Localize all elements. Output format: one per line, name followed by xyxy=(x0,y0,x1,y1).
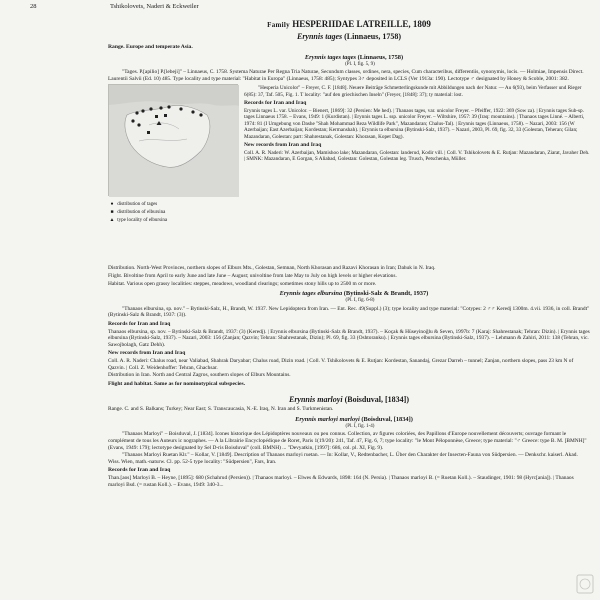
square-icon: ■ xyxy=(110,209,114,215)
plate-reference-marloyi: (Pl. I, fig. 1-4) xyxy=(345,423,375,429)
records-heading: Records for Iran and Iraq xyxy=(244,100,307,107)
main-text xyxy=(108,14,590,489)
family-heading xyxy=(108,19,590,31)
distribution-tages: Distribution. North-West Provinces, northern slopes of Elburs Mts., Golestan, Semnan, North Khorasan and Razavi Khorasan in Iran; Dahuk in N. Iraq. xyxy=(108,265,436,272)
records-elbursina: Thanaos elbursina, sp. nov. – Bytinski-Salz & Brandt, 1937: (3) (Keredj). | Erynnis elbursina (Bytinski-Salz & Brandt, 1937). – Koçak & Hüseyinoğlu & Seven, 1997b: 7 (Karaj: Shahrestanak; Tehran: Dizin). | Erynnis tages elbursina (Bytinski-Salz, 1937). – Nazari, 2003: 156 (Zanjan; Qazvin; Tehran: Shahrestanak, Dizin); Pl. 69, fig. 33 (Oshtoranku). | Erynnis tages elbursina (Bytinski-Salz, 1937). – Lehmann & Zahiri, 2011: 138 (Tehran, vic. Sawojbolagh, Gatz Dehh). xyxy=(108,328,590,348)
subspecies-heading-marloyi: Erynnis marloyi marloyi (Boisduval, [1834]) xyxy=(295,415,413,423)
map-side-text xyxy=(244,84,590,164)
legend-item-tages: ● distribution of tages xyxy=(108,202,248,209)
records-heading-elbursina: Records for Iran and Iraq xyxy=(108,320,171,327)
records-marloyi: Than.[aos] Marloyi B. – Heyne, [1895]: 680 (Schahrud (Persien)). | Thanaos marloyi. – Elwes & Edwards, 1898: 164 (N. Persia). | Thanaos marloyi B. (= Ruetan Koll.). – Staudinger, 1901: 98 (Hyrc[ania]). | Thanaos marloyi Bsd. (= rustan Koll.). – Evans, 1949: 340-3... xyxy=(108,475,574,488)
records-text: Erynnis tages L. var. Unicolor. – Bienert, [1869]: 32 (Persien: Me hed). | Thanaos tages, var. unicolor Freyer. – Pfeiffer, 1922: 369 (Sow za). | Erynnis tages Sub-sp. tages Linnaeus 1758. – Evans, 1949: 1 (Kurdistan). | Erynnis tages L. ssp. unicolor Freyer. – Wiltshire, 1957: 39 (Iraq: mountains). | Thanaos tages Linné. – Alberti, 1974: 81 (I Umgebung von Dashe "Shah Mohammad Reza Wildlife Park", Mazandaran; Chalus-Tal). | Erynnis tages (Linnaeus, 1758). – Nazari, 2003: 156 (W Azerbaijan; East Azerbaijan; Kordestan; Kermanshah). | Erynnis ta elbursina (Bytinski-Salz, 1937). – Nazari, 2003, Pl. 69, fig. 32, 33 (Golestan, Teheran; Gilan; Mazandaran, Golestan: part: Shahrestanak, Golestan: Khorasan, Kopet Dag). xyxy=(244,107,585,140)
subspecies-author: (Linnaeus, 1758) xyxy=(357,53,404,61)
synonymy-elbursina: "Thanaos elbursina, sp. nov." – Bytinski-Salz, H., Brandt, W. 1937. New Lepidoptera from Iran. — Ent. Rec. 49(Suppl.) (3); type locality and type material: "Cotypes: 2 ♂♂ Keredj 1300m. 4.vii. 1936, in coll. Brandt" (Bytinski-Salz & Brandt, 1937: (3)). xyxy=(108,305,590,319)
flight-elbursina: Flight and habitat. Same as for nominotypical subspecies. xyxy=(108,380,246,387)
circle-icon: ● xyxy=(110,202,114,208)
subspecies-name: Erynnis tages tages xyxy=(304,53,357,61)
new-records-text: Coll. A. R. Naderi: W. Azerbaijan, Mamishoo lake; Mazandaran, Golestan: landerud, Kodir vill. | Coll. V. Tshikolovets & E. Rutjan: Mazandaran, Ziarat, Javaher Deh. | SMNK: Mazandaran, E Gorgan, S Aliabad, Golestan: Golestan, Golestan leg. Trusch, Petschenka, Müller. xyxy=(244,149,590,163)
plate-reference-elbursina: (Pl. I, fig. 6-8) xyxy=(345,298,375,304)
subspecies-heading-tages-tages xyxy=(118,54,590,62)
map-legend xyxy=(108,202,248,225)
synonymy-ruetan: "Thanaos Marloyi Ruetan Klr." – Kollar, V. [1849]. Description of Thanaos marloyi ruetan. — In: Kollar, V., Redtenbacher, L. Über den Charakter der Insecten-Fauna von Südpersien. — Denkschr. kaiserl. Akad. Wiss. Wien, math.-naturw. Cl. pp. 52-5 type locality: "Südpersien", Fars, Iran. xyxy=(108,452,578,465)
synonymy-paragraph: "Tages. P.[apilio] P.[lebeji]" – Linnaeus, C. 1758. Systema Naturae Per Regna Tria Naturae, Secundum classes, ordines, nera, species, Cum characteribus, differentiis, synonymis, locis. — Holmiae, Impensis Direct. Laurentii Salvii (Ed. 10) 485. Type locality and type material: "Habitat in Europa" (Linnaeus, 1758: 485); Syntypes 3♂ deposited in LCLS (Ver 1913a: 190). Lectotype ♂ designated by Honey & Scoble, 2001: 382. xyxy=(108,69,584,82)
plate-reference: (Pl. I, fig. 5, 9) xyxy=(345,61,375,67)
distribution-elbursina: Distribution in Iran. North and Central Zagros, southern slopes of Elburs Mountains. xyxy=(108,372,291,379)
habitat-tages: Habitat. Various open grassy localities: steppes, meadows, woodland clearings; sometimes stony hills up to 2500 m or more. xyxy=(108,280,377,287)
map-graphic xyxy=(109,85,239,197)
records-heading-marloyi: Records for Iran and Iraq xyxy=(108,467,171,474)
subspecies-heading-elbursina: Erynnis tages elbursina (Bytinski-Salz & Brandt, 1937) xyxy=(279,290,429,298)
range-marloyi: Range. C. and S. Balkans; Turkey; Near East; S. Transcaucasia, N.-E. Iraq, N. Iran and S. Turkmenistan. xyxy=(108,406,334,413)
watermark-seal-icon xyxy=(576,574,594,594)
synonymy-marloyi: "Thanaos Marloyi" – Boisduval, J. [1834]. Icones historique des Lépidoptères nouveaux ou peu connus. Collection, av figures coloriées, des Papillons d'Europe nouvellement découverts; ouvrage formant le complément de tous les Auteurs ic nographes. — A la Librairie Encyclopédique de Roret, Paris 1(19/20): 241, Taf. 47, Fig. 6, 7; type locality: "le Mont Péloponnèse, Greece; type material: "♂ Greece: type B. M. [BMNH]" (Evans, 1949: 179); lectotype designated by Sel D-ris Boisduval" (coll. BMNH) ... "Devyatkin, [1997]: 686, col. pl. XI, Fig. 9). xyxy=(108,431,587,451)
range-tages: Range. Europe and temperate Asia. xyxy=(108,44,193,50)
new-records-heading-elbursina: New records from Iran and Iraq xyxy=(108,350,186,357)
family-prefix: Family xyxy=(267,21,290,29)
flight-tages: Flight. Bivoltine from April to early June and late June – August; univoltine from late May to July on high levels or higher elevations. xyxy=(108,272,397,279)
page-number: 28 xyxy=(30,3,37,10)
species-name: Erynnis tages xyxy=(296,32,343,41)
species-author: (Linnaeus, 1758) xyxy=(344,32,402,41)
triangle-icon: ▲ xyxy=(109,217,115,223)
species-heading-marloyi: Erynnis marloyi (Boisduval, [1834]) xyxy=(288,395,410,405)
running-authors: Tshikolovets, Naderi & Eckweiler xyxy=(110,3,199,10)
map-section xyxy=(108,84,590,264)
family-name: HESPERIIDAE LATREILLE, 1809 xyxy=(292,19,431,29)
new-records-elbursina: Coll. A. R. Naderi: Chalus road, near Valiabad, Shahrak Daryabar; Chalus road, Dizin road. | Coll. V. Tshikolovets & E. Rutjan: Kordestan, Sanandaj, Grezar Darreh – tunnel; Zanjan, northern slopes, pass 23 km N of Qazvin. | Coll. Z. Weidenhoffer: Tehran, Ghachsar. xyxy=(108,357,574,371)
legend-item-type-locality: ▲ type locality of elbursina xyxy=(109,217,168,223)
legend-item-elbursina: ■ distribution of elbursina xyxy=(108,210,248,217)
species-heading-tages xyxy=(108,32,590,42)
unicolor-synonym: "Hesperia Unicolor" – Freyer, C. F. [1848]. Neuere Beiträge Schmetterlingskunde mit Abbildungen nach der Natur. — Au 6(93), beim Verfasser und Rieger 6(85): 37, Taf. 505, Fig. 1. T locality: "auf den griechischen Inseln" (Freyer, [1848]: 37); ty material: lost. xyxy=(244,85,582,98)
distribution-map xyxy=(108,84,238,196)
running-header xyxy=(30,3,590,13)
new-records-heading: New records from Iran and Iraq xyxy=(244,142,322,149)
